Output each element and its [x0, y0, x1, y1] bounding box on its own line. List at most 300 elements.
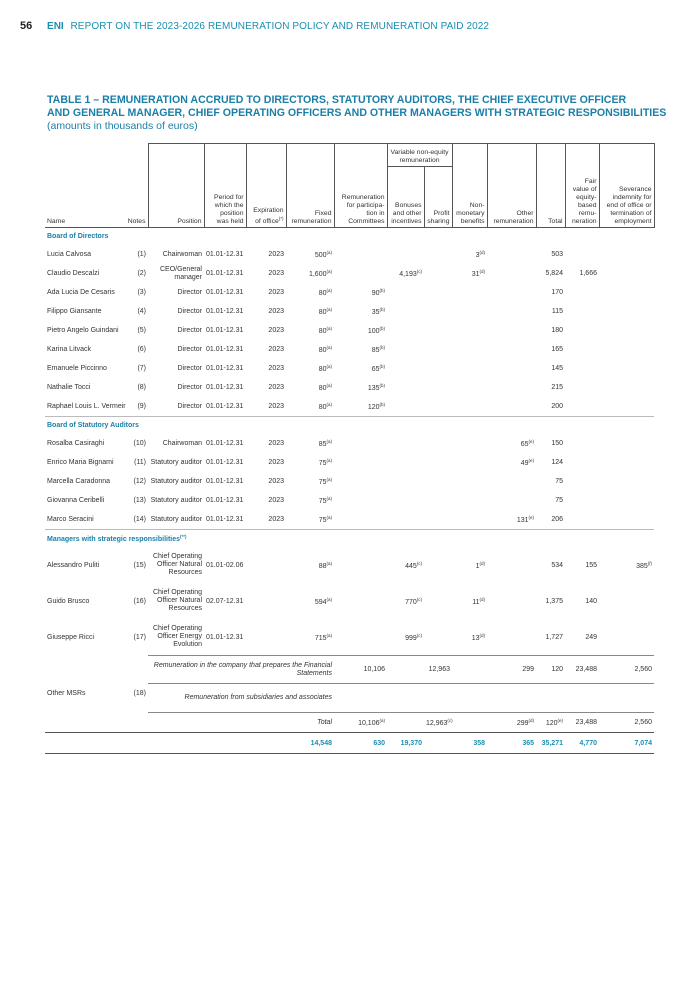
cell-notes: (6) [137, 346, 146, 353]
cell-committees: 135$^{(b)}$ [367, 383, 385, 392]
cell-total: 1,727 [545, 633, 563, 641]
cell-period: 01.01-12.31 [206, 478, 244, 485]
col-header-severance: Severance indemnity for end of office or termination of employment [599, 144, 654, 228]
cell-bonuses: 12,963 [424, 656, 452, 684]
cell-name: Other MSRs [47, 690, 86, 698]
cell-severance [599, 434, 654, 453]
cell-other: 120$^{(e)}$ [536, 713, 565, 733]
cell-fair-value [565, 378, 599, 397]
cell-severance [599, 378, 654, 397]
cell-notes: (8) [137, 384, 146, 391]
cell-fair-value [565, 434, 599, 453]
cell-position: Chief Operating Officer Natural Resources [152, 553, 202, 576]
cell-nonmonetary: 11$^{(d)}$ [472, 596, 485, 606]
cell-total: 170 [551, 289, 563, 296]
cell-fixed: 75$^{(a)}$ [318, 477, 332, 486]
cell-total: 1,375 [545, 597, 563, 605]
cell-period: 01.01-12.31 [206, 633, 244, 641]
cell-notes: (12) [133, 478, 146, 485]
section-title: Board of Directors [47, 233, 109, 240]
cell-other: 120 [536, 656, 565, 684]
table-row [45, 510, 654, 530]
other-msrs-company-row [45, 656, 654, 684]
cell-bonuses [387, 491, 424, 510]
cell-total: 124 [551, 459, 563, 466]
table-row [45, 321, 654, 340]
cell-bonuses [387, 434, 424, 453]
table-row [45, 378, 654, 397]
cell-fair-value [565, 472, 599, 491]
cell-profit [424, 321, 452, 340]
cell-bonuses [387, 359, 424, 378]
col-header-fixed: Fixed remuneration [286, 144, 334, 228]
cell-total: 75 [555, 497, 563, 504]
cell-fair-value [565, 510, 599, 530]
cell-fixed: 75$^{(a)}$ [318, 496, 332, 505]
cell-other [487, 302, 536, 321]
cell-nonmonetary [452, 321, 487, 340]
cell-name: Claudio Descalzi [47, 270, 100, 277]
table-row [45, 264, 654, 283]
cell-empty [424, 684, 452, 713]
cell-position: Chairwoman [162, 250, 202, 258]
remuneration-table [45, 143, 654, 754]
cell-total: 23,488 [565, 713, 599, 733]
cell-name: Nathalie Tocci [47, 384, 91, 391]
cell-total: 200 [551, 403, 563, 410]
cell-notes: (14) [133, 516, 146, 523]
cell-expiration: 2023 [268, 327, 284, 334]
cell-other [487, 397, 536, 417]
cell-fair-value: 155 [585, 561, 597, 569]
cell-period: 01.01-12.31 [206, 270, 244, 277]
cell-nonmonetary: 299 [487, 656, 536, 684]
cell-name: Rosalba Casiraghi [47, 440, 105, 447]
cell-other: 49$^{(e)}$ [520, 458, 534, 467]
cell-committees: 120$^{(b)}$ [367, 402, 385, 411]
cell-bonuses: 999$^{(c)}$ [405, 632, 422, 642]
cell-expiration [246, 583, 286, 619]
cell-period: 01.01-12.31 [206, 346, 244, 353]
cell-nonmonetary [452, 302, 487, 321]
cell-fair-value [565, 245, 599, 264]
cell-other [487, 619, 536, 656]
cell-total: 23,488 [565, 656, 599, 684]
cell-period: 01.01-02.06 [206, 561, 244, 569]
cell-bonuses: 12,963$^{(c)}$ [424, 713, 452, 733]
cell-position: Director [177, 288, 202, 296]
cell-notes: (11) [134, 459, 146, 466]
cell-nonmonetary [452, 340, 487, 359]
cell-other [487, 340, 536, 359]
cell-bonuses: 445$^{(c)}$ [405, 560, 422, 570]
cell-profit [424, 733, 452, 754]
cell-total: 75 [555, 478, 563, 485]
cell-name: Guido Brusco [47, 597, 90, 605]
cell-name: Alessandro Puliti [47, 561, 100, 569]
cell-profit [424, 619, 452, 656]
cell-fair-value [565, 340, 599, 359]
cell-fixed: 80$^{(a)}$ [318, 288, 332, 297]
cell-nonmonetary [452, 378, 487, 397]
col-header-name: Name [45, 144, 121, 228]
section-title: Managers with strategic responsibilities(**) [45, 530, 654, 548]
cell-fixed: 75$^{(a)}$ [318, 458, 332, 467]
section-managers [45, 530, 654, 548]
cell-notes: (1) [137, 251, 146, 258]
cell-period: 02.07-12.31 [206, 597, 244, 605]
cell-fair-value [565, 397, 599, 417]
cell-position: Statutory auditor [150, 477, 202, 485]
table-row [45, 359, 654, 378]
cell-position: Director [177, 383, 202, 391]
cell-nonmonetary: 358 [452, 733, 487, 754]
cell-notes: (9) [137, 403, 146, 410]
cell-fair-value [565, 453, 599, 472]
cell-name: Giuseppe Ricci [47, 633, 95, 641]
cell-notes: (2) [137, 270, 146, 277]
cell-period: 01.01-12.31 [206, 459, 244, 466]
cell-empty [565, 684, 599, 713]
cell-severance [599, 340, 654, 359]
cell-severance [599, 321, 654, 340]
table-row [45, 302, 654, 321]
table-subtitle: (amounts in thousands of euros) [47, 120, 198, 132]
cell-bonuses [387, 340, 424, 359]
cell-notes: (4) [137, 308, 146, 315]
cell-nonmonetary: 31$^{(d)}$ [471, 269, 485, 278]
cell-expiration: 2023 [268, 516, 284, 523]
cell-fixed: 80$^{(a)}$ [318, 402, 332, 411]
cell-nonmonetary [452, 491, 487, 510]
cell-empty [45, 733, 286, 754]
table-row [45, 340, 654, 359]
cell-total: 115 [551, 308, 563, 315]
cell-nonmonetary [452, 434, 487, 453]
cell-expiration: 2023 [268, 384, 284, 391]
cell-position: Chief Operating Officer Natural Resources [152, 589, 202, 612]
cell-fair-value [565, 302, 599, 321]
cell-position: Director [177, 402, 202, 410]
col-header-position: Position [148, 144, 204, 228]
cell-label: Total [148, 713, 334, 733]
cell-committees: 90$^{(b)}$ [371, 288, 385, 297]
cell-empty [536, 684, 565, 713]
cell-position: Statutory auditor [150, 515, 202, 523]
cell-empty [487, 684, 536, 713]
cell-bonuses [387, 378, 424, 397]
cell-name: Pietro Angelo Guindani [47, 327, 119, 334]
cell-position: Director [177, 307, 202, 315]
cell-name: Karina Litvack [47, 346, 91, 353]
cell-total: 35,271 [536, 733, 565, 754]
cell-nonmonetary [452, 510, 487, 530]
cell-profit [424, 434, 452, 453]
cell-fixed: 80$^{(a)}$ [318, 326, 332, 335]
cell-committees [334, 453, 387, 472]
cell-nonmonetary [452, 397, 487, 417]
cell-period: 01.01-12.31 [206, 516, 244, 523]
cell-name: Enrico Maria Bignami [47, 459, 114, 466]
cell-expiration: 2023 [268, 270, 284, 277]
cell-bonuses: 770$^{(c)}$ [405, 596, 422, 606]
cell-committees [334, 583, 387, 619]
cell-empty [599, 684, 654, 713]
cell-position: Statutory auditor [150, 458, 202, 466]
cell-fair-value: 249 [585, 633, 597, 641]
cell-total: 5,824 [545, 270, 563, 277]
cell-nonmonetary [452, 453, 487, 472]
cell-committees [334, 547, 387, 583]
table-row [45, 283, 654, 302]
cell-fair-value: 4,770 [565, 733, 599, 754]
col-header-committees: Remuneration for participa-tion in Committees [334, 144, 387, 228]
cell-fixed: 500$^{(a)}$ [314, 250, 332, 259]
cell-nonmonetary [452, 359, 487, 378]
table-row [45, 583, 654, 619]
cell-expiration: 2023 [268, 308, 284, 315]
cell-fixed: 85$^{(a)}$ [318, 439, 332, 448]
cell-bonuses: 4,193$^{(c)}$ [399, 269, 422, 278]
cell-fixed: 75$^{(a)}$ [318, 515, 332, 524]
cell-period: 01.01-12.31 [206, 308, 244, 315]
cell-profit [424, 302, 452, 321]
cell-bonuses: 19,370 [387, 733, 424, 754]
cell-total: 534 [551, 561, 563, 569]
cell-severance [599, 472, 654, 491]
cell-expiration: 2023 [268, 403, 284, 410]
cell-committees [334, 510, 387, 530]
cell-profit [424, 264, 452, 283]
cell-period: 01.01-12.31 [206, 497, 244, 504]
table-row [45, 434, 654, 453]
table-title [47, 94, 667, 120]
table-row [45, 491, 654, 510]
cell-committees [334, 619, 387, 656]
cell-position: Chief Operating Officer Energy Evolution [152, 625, 202, 648]
cell-committees [334, 434, 387, 453]
cell-expiration: 2023 [268, 478, 284, 485]
cell-profit [424, 397, 452, 417]
col-header-notes: Notes [121, 144, 148, 228]
cell-fixed: 88$^{(a)}$ [318, 560, 332, 570]
cell-profit [424, 547, 452, 583]
col-header-other: Other remuneration [487, 144, 536, 228]
table-row [45, 245, 654, 264]
cell-fixed: 14,548 [286, 733, 334, 754]
cell-position: Director [177, 345, 202, 353]
cell-other [487, 359, 536, 378]
cell-fair-value: 2,560 [599, 713, 654, 733]
cell-nonmonetary: 1$^{(d)}$ [475, 560, 485, 570]
cell-name: Marco Seracini [47, 516, 94, 523]
cell-expiration: 2023 [268, 440, 284, 447]
cell-expiration: 2023 [268, 497, 284, 504]
cell-profit [452, 656, 487, 684]
cell-nonmonetary: 3$^{(d)}$ [475, 250, 485, 259]
cell-position: Director [177, 364, 202, 372]
cell-fair-value [565, 359, 599, 378]
cell-fixed: 10,106 [334, 656, 387, 684]
cell-fair-value: 1,666 [579, 270, 597, 277]
cell-committees [387, 656, 424, 684]
cell-period: 01.01-12.31 [206, 440, 244, 447]
cell-fair-value: 2,560 [599, 656, 654, 684]
col-header-bonuses: Bonuses and other incentives [387, 167, 424, 228]
cell-severance [599, 619, 654, 656]
table-row [45, 472, 654, 491]
cell-nonmonetary [452, 472, 487, 491]
table-row [45, 619, 654, 656]
cell-committees: 630 [334, 733, 387, 754]
table-title-line-1: TABLE 1 – REMUNERATION ACCRUED TO DIRECTORS, STATUTORY AUDITORS, THE CHIEF EXECUTIVE OFFICER [47, 94, 627, 106]
cell-empty [334, 684, 387, 713]
cell-notes: (13) [133, 497, 146, 504]
cell-total: 180 [551, 327, 563, 334]
cell-notes: (15) [133, 561, 146, 569]
cell-total: 503 [551, 251, 563, 258]
grand-total-row [45, 733, 654, 754]
page-number: 56 [20, 20, 33, 32]
cell-profit [424, 245, 452, 264]
cell-committees: 85$^{(b)}$ [371, 345, 385, 354]
cell-committees [334, 245, 387, 264]
cell-label: Remuneration in the company that prepares the Financial Statements [148, 656, 334, 684]
cell-committees: 100$^{(b)}$ [367, 326, 385, 335]
cell-position: CEO/General manager [159, 265, 202, 281]
cell-severance [599, 302, 654, 321]
cell-committees: 35$^{(b)}$ [371, 307, 385, 316]
cell-bonuses [387, 321, 424, 340]
col-header-period: Period for which the position was held [204, 144, 246, 228]
cell-committees [334, 264, 387, 283]
cell-total: 165 [551, 346, 563, 353]
cell-severance [599, 397, 654, 417]
cell-profit [424, 453, 452, 472]
cell-notes: (18) [133, 690, 146, 698]
cell-notes: (3) [137, 289, 146, 296]
cell-bonuses [387, 245, 424, 264]
cell-severance [599, 283, 654, 302]
cell-fixed: 1,600$^{(a)}$ [308, 269, 332, 278]
cell-other [487, 264, 536, 283]
cell-profit [424, 283, 452, 302]
cell-position: Director [177, 326, 202, 334]
table-row [45, 453, 654, 472]
cell-bonuses [387, 283, 424, 302]
cell-label: Remuneration from subsidiaries and associates [148, 684, 334, 713]
cell-expiration: 2023 [268, 251, 284, 258]
cell-profit [424, 472, 452, 491]
cell-period: 01.01-12.31 [206, 403, 244, 410]
cell-severance [599, 359, 654, 378]
col-header-total: Total [536, 144, 565, 228]
cell-nonmonetary [452, 283, 487, 302]
cell-other [487, 472, 536, 491]
table-row [45, 547, 654, 583]
cell-severance [599, 245, 654, 264]
cell-severance [599, 491, 654, 510]
cell-fixed: 80$^{(a)}$ [318, 383, 332, 392]
cell-bonuses [387, 472, 424, 491]
cell-expiration [246, 619, 286, 656]
cell-period: 01.01-12.31 [206, 289, 244, 296]
cell-notes: (5) [137, 327, 146, 334]
cell-notes: (10) [133, 440, 146, 447]
cell-other [487, 283, 536, 302]
cell-period: 01.01-12.31 [206, 365, 244, 372]
col-header-nonmonetary: Non-monetary benefits [452, 144, 487, 228]
cell-committees [387, 713, 424, 733]
cell-severance: 385$^{(f)}$ [636, 560, 652, 570]
cell-other [487, 583, 536, 619]
cell-bonuses [387, 510, 424, 530]
col-header-variable-group: Variable non-equity remuneration [387, 144, 452, 167]
cell-fair-value [565, 321, 599, 340]
cell-other: 65$^{(e)}$ [520, 439, 534, 448]
cell-profit [424, 583, 452, 619]
cell-nonmonetary: 299$^{(d)}$ [487, 713, 536, 733]
page-header [20, 20, 489, 32]
table-row [45, 397, 654, 417]
cell-expiration: 2023 [268, 289, 284, 296]
cell-notes: (17) [133, 633, 146, 641]
cell-name: Ada Lucia De Cesaris [47, 289, 115, 296]
cell-other [487, 491, 536, 510]
report-title: REPORT ON THE 2023-2026 REMUNERATION POLICY AND REMUNERATION PAID 2022 [70, 21, 490, 32]
cell-committees [334, 491, 387, 510]
col-header-expiration: Expiration of office(*) [246, 144, 286, 228]
cell-notes: (16) [133, 597, 146, 605]
section-board [45, 228, 654, 246]
section-title: Board of Statutory Auditors [45, 417, 654, 435]
cell-fixed: 715$^{(a)}$ [314, 632, 332, 642]
cell-fixed: 10,106$^{(a)}$ [334, 713, 387, 733]
cell-total: 215 [551, 384, 563, 391]
cell-fair-value [565, 491, 599, 510]
col-header-profit: Profit sharing [424, 167, 452, 228]
cell-empty [452, 684, 487, 713]
cell-bonuses [387, 397, 424, 417]
cell-total: 150 [551, 440, 563, 447]
cell-name: Giovanna Ceribelli [47, 497, 105, 504]
cell-position: Statutory auditor [150, 496, 202, 504]
cell-severance [599, 453, 654, 472]
cell-total: 206 [551, 516, 563, 523]
cell-expiration: 2023 [268, 459, 284, 466]
cell-profit [452, 713, 487, 733]
cell-name: Lucia Calvosa [47, 251, 91, 258]
cell-total: 145 [551, 365, 563, 372]
col-header-fair-value: Fair value of equity-based remu-neration [565, 144, 599, 228]
cell-name: Marcella Caradonna [47, 478, 111, 485]
cell-fixed: 594$^{(a)}$ [314, 596, 332, 606]
cell-committees: 65$^{(b)}$ [371, 364, 385, 373]
cell-period: 01.01-12.31 [206, 251, 244, 258]
cell-notes: (7) [137, 365, 146, 372]
cell-other [487, 245, 536, 264]
cell-fixed: 80$^{(a)}$ [318, 364, 332, 373]
cell-position: Chairwoman [162, 439, 202, 447]
cell-severance [599, 510, 654, 530]
cell-severance [599, 264, 654, 283]
cell-name: Raphael Louis L. Vermeir [47, 403, 126, 410]
cell-fair-value: 140 [585, 597, 597, 605]
cell-profit [424, 340, 452, 359]
cell-other [487, 321, 536, 340]
cell-other [487, 378, 536, 397]
cell-period: 01.01-12.31 [206, 327, 244, 334]
